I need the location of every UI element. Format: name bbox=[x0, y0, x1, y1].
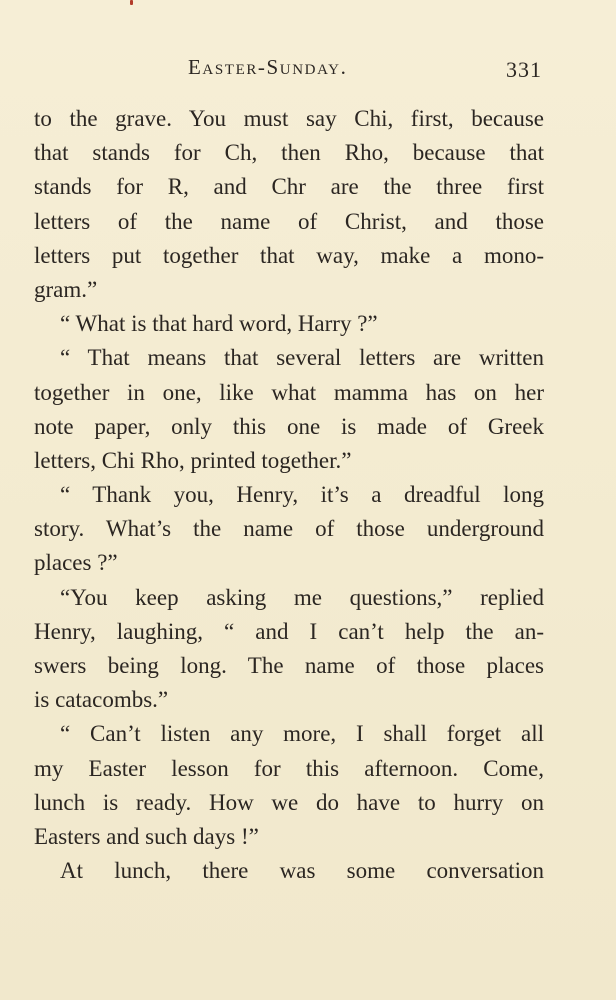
text-line: story. What’s the name of those underground bbox=[34, 516, 544, 542]
page-header bbox=[0, 52, 616, 82]
text-line: my Easter lesson for this afternoon. Come, bbox=[34, 755, 544, 781]
page-number: 331 bbox=[506, 57, 542, 82]
text-line: At lunch, there was some conversation bbox=[60, 858, 544, 884]
text-line: is catacombs.” bbox=[34, 687, 169, 713]
text-line: together in one, like what mamma has on her bbox=[34, 379, 544, 405]
text-line: gram.” bbox=[34, 276, 98, 302]
text-line: “ That means that several letters are written bbox=[60, 345, 544, 371]
text-line: letters put together that way, make a mono- bbox=[34, 242, 544, 268]
text-line: “You keep asking me questions,” replied bbox=[60, 584, 544, 610]
text-line: “ What is that hard word, Harry ?” bbox=[60, 311, 378, 337]
text-line: letters, Chi Rho, printed together.” bbox=[34, 447, 352, 473]
text-line: to the grave. You must say Chi, first, because bbox=[34, 106, 544, 131]
text-line: places ?” bbox=[34, 550, 118, 576]
text-line: letters of the name of Christ, and those bbox=[34, 208, 544, 234]
text-line: that stands for Ch, then Rho, because that bbox=[34, 140, 544, 166]
text-line: “ Can’t listen any more, I shall forget all bbox=[60, 721, 544, 747]
running-title: Easter-Sunday. bbox=[188, 55, 348, 79]
text-line: “ Thank you, Henry, it’s a dreadful long bbox=[60, 482, 544, 508]
text-line: Easters and such days !” bbox=[34, 823, 259, 849]
text-line: swers being long. The name of those places bbox=[34, 653, 544, 678]
text-line: lunch is ready. How we do have to hurry on bbox=[34, 789, 544, 815]
body-text bbox=[34, 102, 544, 888]
text-line: Henry, laughing, “ and I can’t help the an- bbox=[34, 618, 544, 644]
ink-speck bbox=[130, 0, 133, 5]
text-line: note paper, only this one is made of Greek bbox=[34, 413, 544, 439]
text-line: stands for R, and Chr are the three first bbox=[34, 174, 544, 200]
